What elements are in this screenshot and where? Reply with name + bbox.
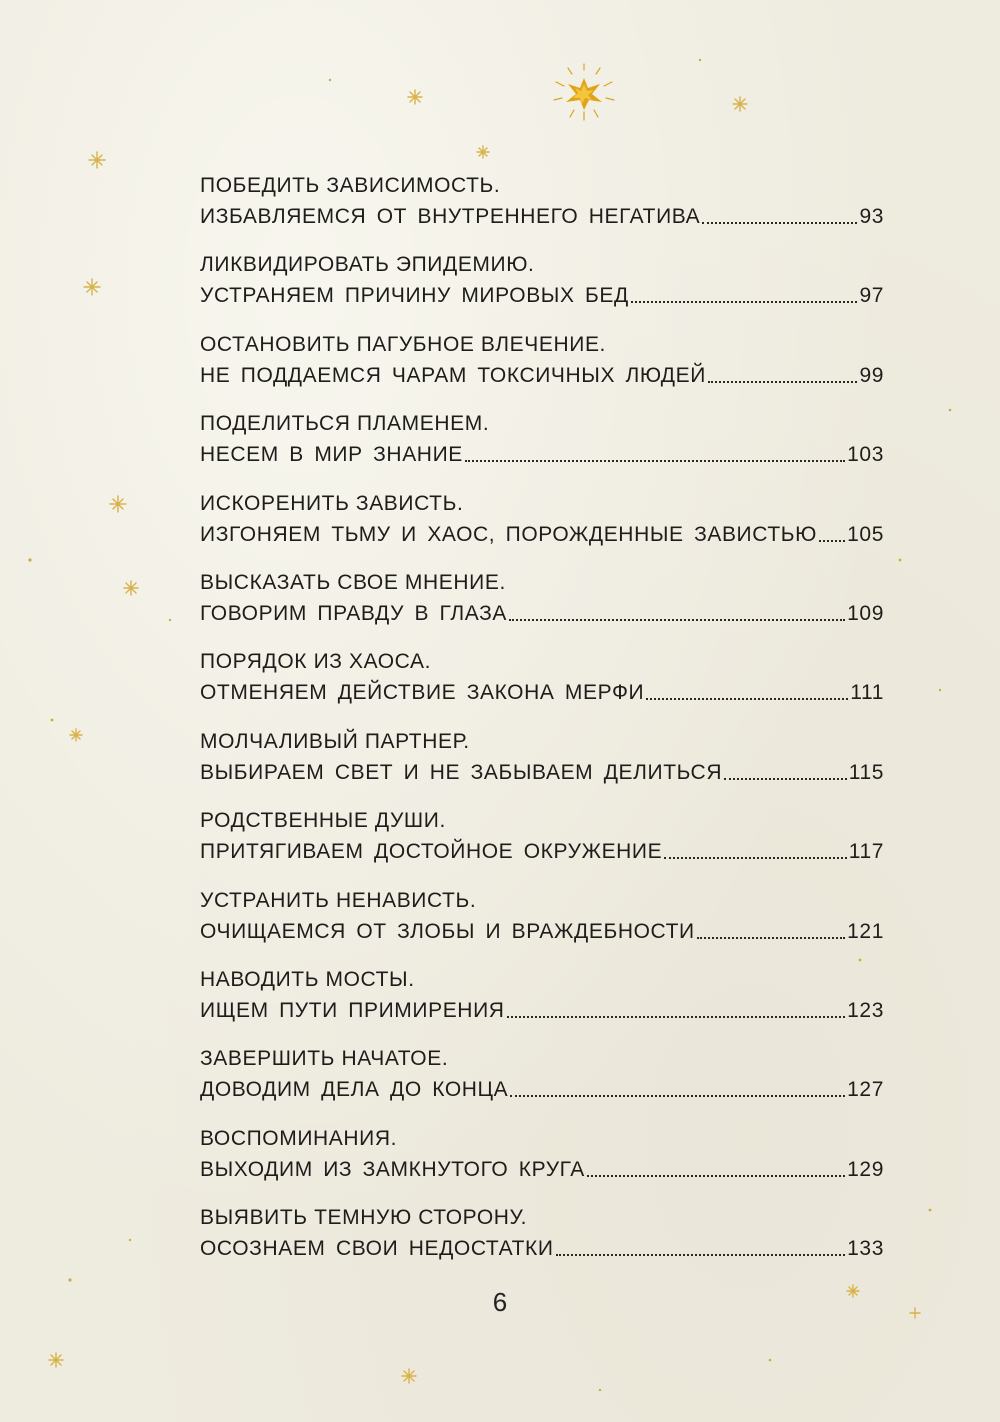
toc-entry-page: 117 [848,840,884,864]
dot-leader [819,540,845,542]
dot-leader [664,857,846,859]
toc-entry-title: ЗАВЕРШИТЬ НАЧАТОЕ. [200,1047,449,1071]
toc-entry-subtitle-row [200,280,884,311]
toc-entry[interactable] [200,170,884,249]
toc-entry-subtitle: НЕ ПОДДАЕМСЯ ЧАРАМ ТОКСИЧНЫХ ЛЮДЕЙ [200,363,706,387]
toc-entry-subtitle: ВЫБИРАЕМ СВЕТ И НЕ ЗАБЫВАЕМ ДЕЛИТЬСЯ [200,760,723,784]
sparkle-icon [733,97,747,111]
toc-entry-subtitle-row [200,1233,884,1264]
dot-leader [697,937,845,939]
toc-entry-page: 109 [847,601,884,625]
toc-entry[interactable] [200,646,884,725]
toc-entry-title: ВЫСКАЗАТЬ СВОЕ МНЕНИЕ. [200,570,506,594]
dot-leader [708,381,858,383]
sparkle-icon [70,729,82,741]
toc-entry-subtitle-row [200,1154,884,1185]
toc-entry-subtitle-row [200,598,884,629]
sparkle-icon [124,581,138,595]
dot-leader [556,1254,846,1256]
toc-entry-subtitle: ПРИТЯГИВАЕМ ДОСТОЙНОЕ ОКРУЖЕНИЕ [200,840,663,864]
toc-entry-subtitle: УСТРАНЯЕМ ПРИЧИНУ МИРОВЫХ БЕД [200,284,629,308]
toc-entry-title: ОСТАНОВИТЬ ПАГУБНОЕ ВЛЕЧЕНИЕ. [200,332,606,356]
toc-entry-subtitle: ИЩЕМ ПУТИ ПРИМИРЕНИЯ [200,998,505,1022]
dot-leader [587,1175,845,1177]
toc-entry-page: 93 [859,205,884,228]
toc-entry-page: 105 [847,522,884,546]
toc-entry-page: 123 [847,998,884,1022]
toc-entry-subtitle-row [200,439,884,470]
toc-entry-subtitle-row [200,519,884,550]
toc-entry-title: НАВОДИТЬ МОСТЫ. [200,967,415,991]
toc-entry-title: ИСКОРЕНИТЬ ЗАВИСТЬ. [200,491,464,515]
toc-entry-subtitle-row [200,1074,884,1105]
page-number: 6 [492,1287,508,1317]
toc-entry-page: 127 [847,1078,884,1102]
table-of-contents [200,170,884,1281]
sparkle-icon [402,1369,416,1383]
dot-leader [646,698,848,700]
toc-entry[interactable] [200,1123,884,1202]
toc-entry-subtitle-row [200,836,884,867]
toc-entry[interactable] [200,1202,884,1281]
toc-entry-page: 111 [850,681,884,705]
dot-leader [724,778,847,780]
toc-entry[interactable] [200,885,884,964]
toc-entry-subtitle: ИЗГОНЯЕМ ТЬМУ И ХАОС, ПОРОЖДЕННЫЕ ЗАВИСТЬЮ [200,522,817,546]
toc-entry[interactable] [200,249,884,328]
toc-entry-page: 121 [847,919,884,943]
gold-star-icon [548,62,620,124]
toc-entry-title: ВЫЯВИТЬ ТЕМНУЮ СТОРОНУ. [200,1206,528,1230]
toc-entry[interactable] [200,805,884,884]
toc-entry-title: ПОБЕДИТЬ ЗАВИСИМОСТЬ. [200,174,501,197]
toc-entry-subtitle-row [200,757,884,788]
toc-entry-subtitle-row [200,201,884,232]
sparkle-icon [49,1353,63,1367]
dot-leader [631,301,858,303]
toc-entry-subtitle: ДОВОДИМ ДЕЛА ДО КОНЦА [200,1078,509,1102]
toc-entry[interactable] [200,1043,884,1122]
toc-entry[interactable] [200,964,884,1043]
dot-leader [702,222,857,224]
dot-leader [507,1016,846,1018]
toc-entry-title: ПОДЕЛИТЬСЯ ПЛАМЕНЕМ. [200,412,490,436]
toc-entry-subtitle: ГОВОРИМ ПРАВДУ В ГЛАЗА [200,601,507,625]
toc-entry-subtitle: НЕСЕМ В МИР ЗНАНИЕ [200,443,463,467]
toc-entry-subtitle: ИЗБАВЛЯЕМСЯ ОТ ВНУТРЕННЕГО НЕГАТИВА [200,205,701,228]
toc-entry-page: 115 [848,760,884,784]
toc-entry-subtitle-row [200,360,884,391]
toc-entry-page: 129 [847,1157,884,1181]
sparkle-icon [110,496,126,512]
sparkle-icon [84,279,100,295]
toc-entry-title: УСТРАНИТЬ НЕНАВИСТЬ. [200,888,477,912]
toc-entry-subtitle-row [200,995,884,1026]
toc-entry-page: 99 [859,363,884,387]
toc-entry-subtitle: ВЫХОДИМ ИЗ ЗАМКНУТОГО КРУГА [200,1157,585,1181]
toc-entry[interactable] [200,726,884,805]
sparkle-icon [477,146,489,158]
sparkle-icon [408,90,422,104]
toc-entry[interactable] [200,408,884,487]
toc-entry[interactable] [200,329,884,408]
toc-entry[interactable] [200,488,884,567]
toc-entry-subtitle-row [200,916,884,947]
toc-entry-title: МОЛЧАЛИВЫЙ ПАРТНЕР. [200,729,470,753]
dot-leader [465,460,845,462]
toc-entry-subtitle: ОСОЗНАЕМ СВОИ НЕДОСТАТКИ [200,1237,554,1261]
dot-leader [510,1095,845,1097]
toc-entry[interactable] [200,567,884,646]
toc-entry-title: РОДСТВЕННЫЕ ДУШИ. [200,809,446,833]
sparkle-icon [89,152,105,168]
toc-entry-page: 133 [847,1237,884,1261]
toc-entry-subtitle: ОТМЕНЯЕМ ДЕЙСТВИЕ ЗАКОНА МЕРФИ [200,681,645,705]
toc-entry-page: 103 [847,443,884,467]
toc-entry-page: 97 [859,284,884,308]
toc-entry-title: ЛИКВИДИРОВАТЬ ЭПИДЕМИЮ. [200,253,535,277]
toc-entry-title: ВОСПОМИНАНИЯ. [200,1126,398,1150]
toc-entry-subtitle: ОЧИЩАЕМСЯ ОТ ЗЛОБЫ И ВРАЖДЕБНОСТИ [200,919,695,943]
toc-entry-title: ПОРЯДОК ИЗ ХАОСА. [200,650,432,674]
toc-entry-subtitle-row [200,677,884,708]
dot-leader [509,619,845,621]
